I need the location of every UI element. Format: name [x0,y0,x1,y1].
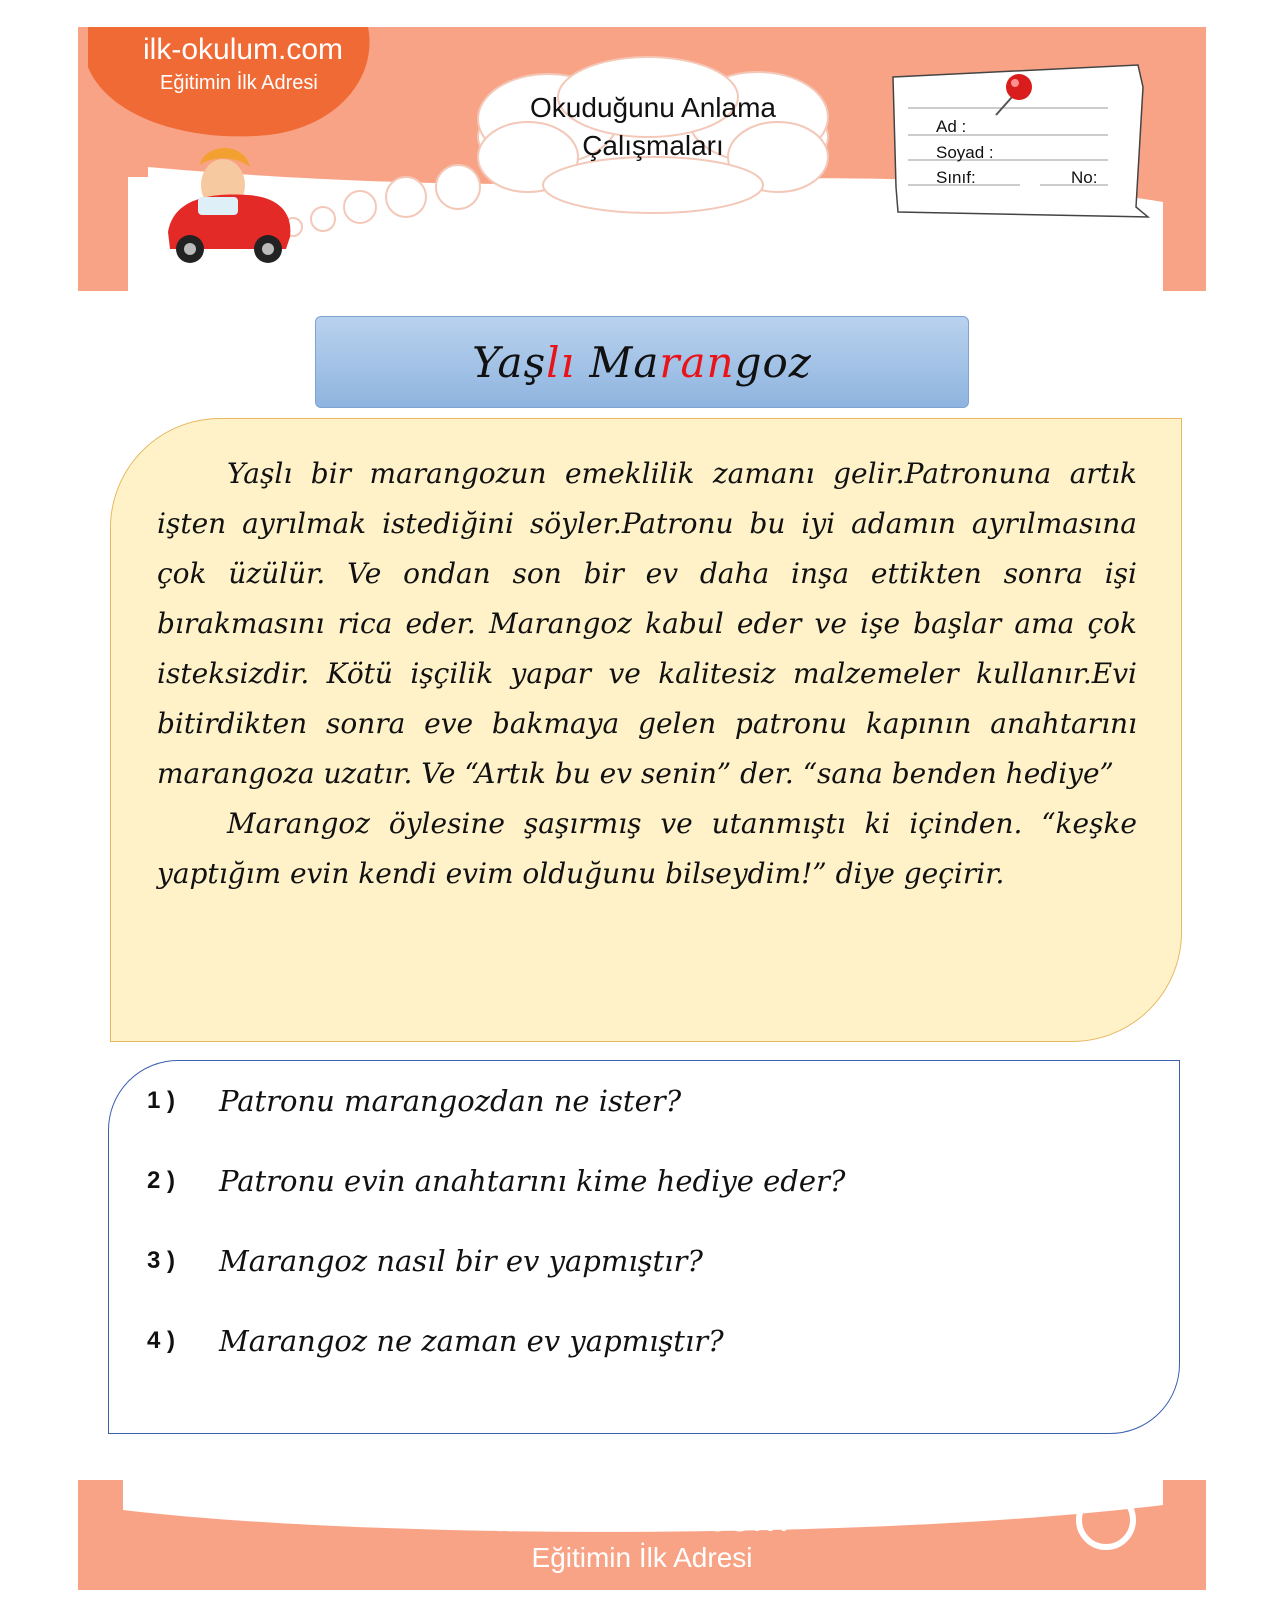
questions-box [108,1060,1180,1434]
question-number: 4 ) [147,1327,176,1354]
question-row [147,1156,845,1206]
story-paragraph-2: Marangoz öylesine şaşırmış ve utanmıştı ki içinden. “keşke yaptığım evin kendi evim olduğunu bilseydim!” diye geçirir. [157,807,1137,890]
brand-site: ilk-okulum.com [143,33,344,66]
footer-site: ilk-okulum.com [495,1492,789,1541]
question-text: Marangoz nasıl bir ev yapmıştır? [219,1244,703,1278]
question-number: 1 ) [147,1087,176,1114]
brand-tagline: Eğitimin İlk Adresi [160,72,318,94]
footer-tagline: Eğitimin İlk Adresi [531,1542,753,1573]
question-number: 3 ) [147,1247,176,1274]
story-paragraph-1: Yaşlı bir marangozun emeklilik zamanı gelir.Patronuna artık işten ayrılmak istediğini söyler.Patronu bu iyi adamın ayrılmasına çok üzülür. Ve ondan son bir ev daha inşa ettikten sonra işi bırakmasını rica eder. Marangoz kabul eder ve işe başlar ama çok isteksizdir. Kötü işçilik yapar ve kalitesiz malzemeler kullanır.Evi bitirdikten sonra eve bakmaya gelen patronu kapının anahtarını marangoza uzatır. Ve “Artık bu ev senin” der. “sana benden hediye” [157,457,1137,790]
question-text: Patronu evin anahtarını kime hediye eder? [219,1164,846,1198]
header-banner [78,27,1206,291]
name-label: Ad : [936,117,967,136]
question-text: Marangoz ne zaman ev yapmıştır? [219,1324,724,1358]
question-row [147,1236,703,1286]
question-number: 2 ) [147,1167,176,1194]
question-text: Patronu marangozdan ne ister? [219,1084,682,1118]
worksheet-title [483,89,823,165]
footer-banner [78,1480,1206,1590]
story-title [472,338,812,387]
question-row [147,1316,724,1366]
title-part-red: ran [659,337,735,387]
number-label: No: [1071,168,1098,187]
title-part: goz [734,337,812,387]
question-row [147,1076,681,1126]
worksheet-title-line2: Çalışmaları [582,130,724,161]
surname-label: Soyad : [936,143,994,162]
class-label: Sınıf: [936,168,976,187]
title-part-red: lı [546,337,576,387]
title-part: Yaş [472,337,547,387]
worksheet-title-line1: Okuduğunu Anlama [530,92,776,123]
title-part: Ma [575,337,660,387]
story-title-banner [315,316,969,408]
story-box [110,418,1182,1042]
story-text [157,449,1137,899]
